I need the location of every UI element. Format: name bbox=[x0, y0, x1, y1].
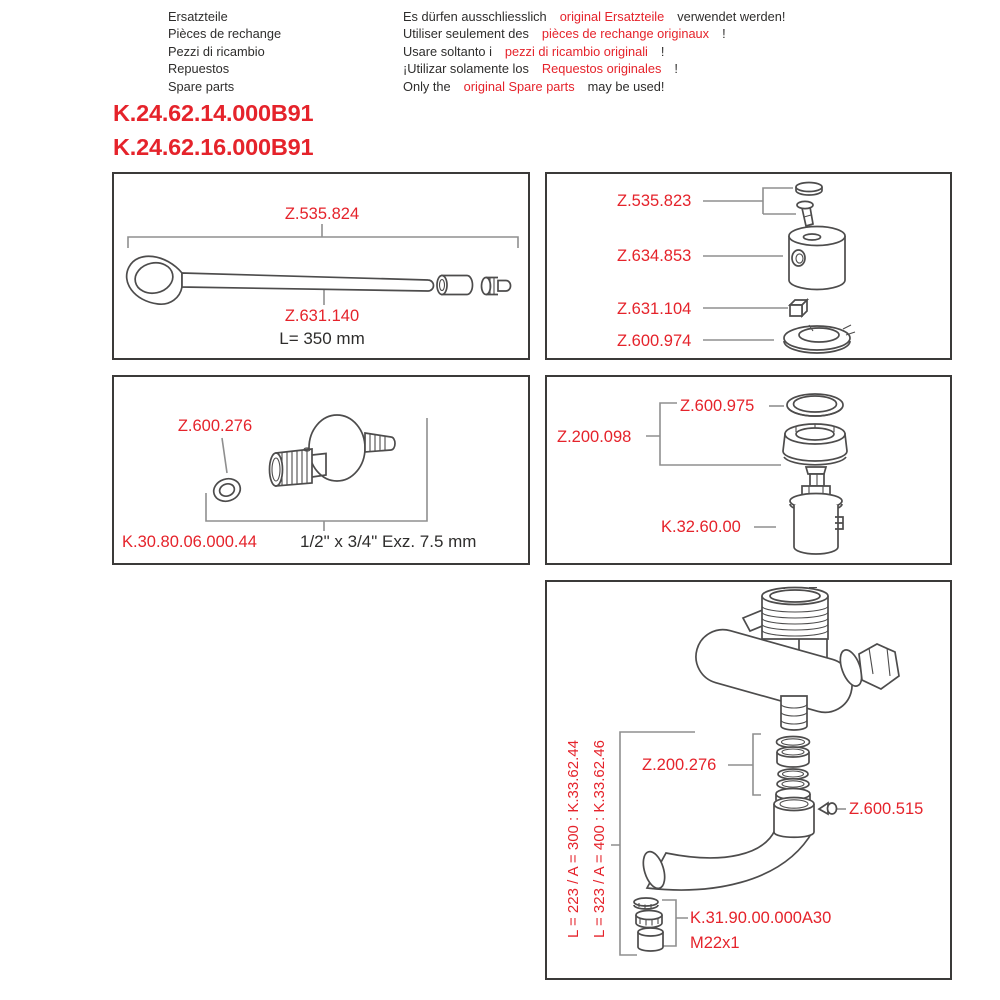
notice-list bbox=[403, 8, 785, 95]
notice-line: Utiliser seulement des pièces de rechange originaux ! bbox=[403, 26, 726, 42]
product-codes bbox=[113, 96, 313, 164]
part-label-seal-set: Z.200.276 bbox=[642, 756, 717, 774]
panel-handle bbox=[545, 172, 952, 360]
handle-parts-drawing bbox=[547, 174, 950, 358]
part-label-rod: Z.631.140 bbox=[284, 307, 360, 325]
panel-mixer bbox=[545, 580, 952, 980]
notice-line: Only the original Spare parts may be used! bbox=[403, 78, 665, 94]
length-note: L= 350 mm bbox=[279, 329, 365, 348]
spout-variant-223: L = 223 / A = 300 : K.33.62.44 bbox=[565, 740, 582, 938]
notice-line: Usare soltanto i pezzi di ricambio originali ! bbox=[403, 43, 665, 59]
panel-union bbox=[112, 375, 530, 565]
lang-de: Ersatzteile bbox=[168, 9, 228, 24]
lang-en: Spare parts bbox=[168, 78, 235, 94]
lang-it: Pezzi di ricambio bbox=[168, 43, 265, 59]
lang-es: Repuestos bbox=[168, 61, 230, 77]
part-label-cartridge: K.32.60.00 bbox=[661, 518, 741, 536]
part-label-washer: Z.600.276 bbox=[177, 417, 253, 435]
part-label-nut: Z.631.104 bbox=[617, 300, 692, 318]
part-label-aerator: K.31.90.00.000A30 bbox=[690, 909, 832, 927]
aerator-thread-note: M22x1 bbox=[690, 934, 740, 952]
size-note: 1/2" x 3/4" Exz. 7.5 mm bbox=[300, 532, 477, 551]
part-label-screw: Z.600.515 bbox=[849, 800, 924, 818]
notice-line: ¡Utilizar solamente los Requestos originales ! bbox=[403, 61, 678, 77]
part-label-handle-body: Z.634.853 bbox=[617, 247, 692, 265]
panel-cartridge bbox=[545, 375, 952, 565]
part-label-rosette: Z.600.974 bbox=[617, 332, 692, 350]
notice-line: Es dürfen ausschliesslich original Ersatzteile verwendet werden! bbox=[403, 9, 786, 24]
lang-fr: Pièces de rechange bbox=[168, 26, 282, 42]
spout-variant-323: L = 323 / A = 400 : K.33.62.46 bbox=[591, 740, 608, 938]
part-label-union: K.30.80.06.000.44 bbox=[122, 533, 257, 551]
language-list bbox=[168, 8, 281, 95]
part-label-lever: Z.535.824 bbox=[284, 205, 360, 223]
product-code: K.24.62.14.000B91 bbox=[113, 100, 314, 126]
panel-lever bbox=[112, 172, 530, 360]
part-label-cap-group: Z.200.098 bbox=[557, 428, 632, 446]
product-code: K.24.62.16.000B91 bbox=[113, 134, 314, 160]
part-label-ring: Z.600.975 bbox=[680, 397, 755, 415]
part-label-screw-set: Z.535.823 bbox=[617, 192, 692, 210]
